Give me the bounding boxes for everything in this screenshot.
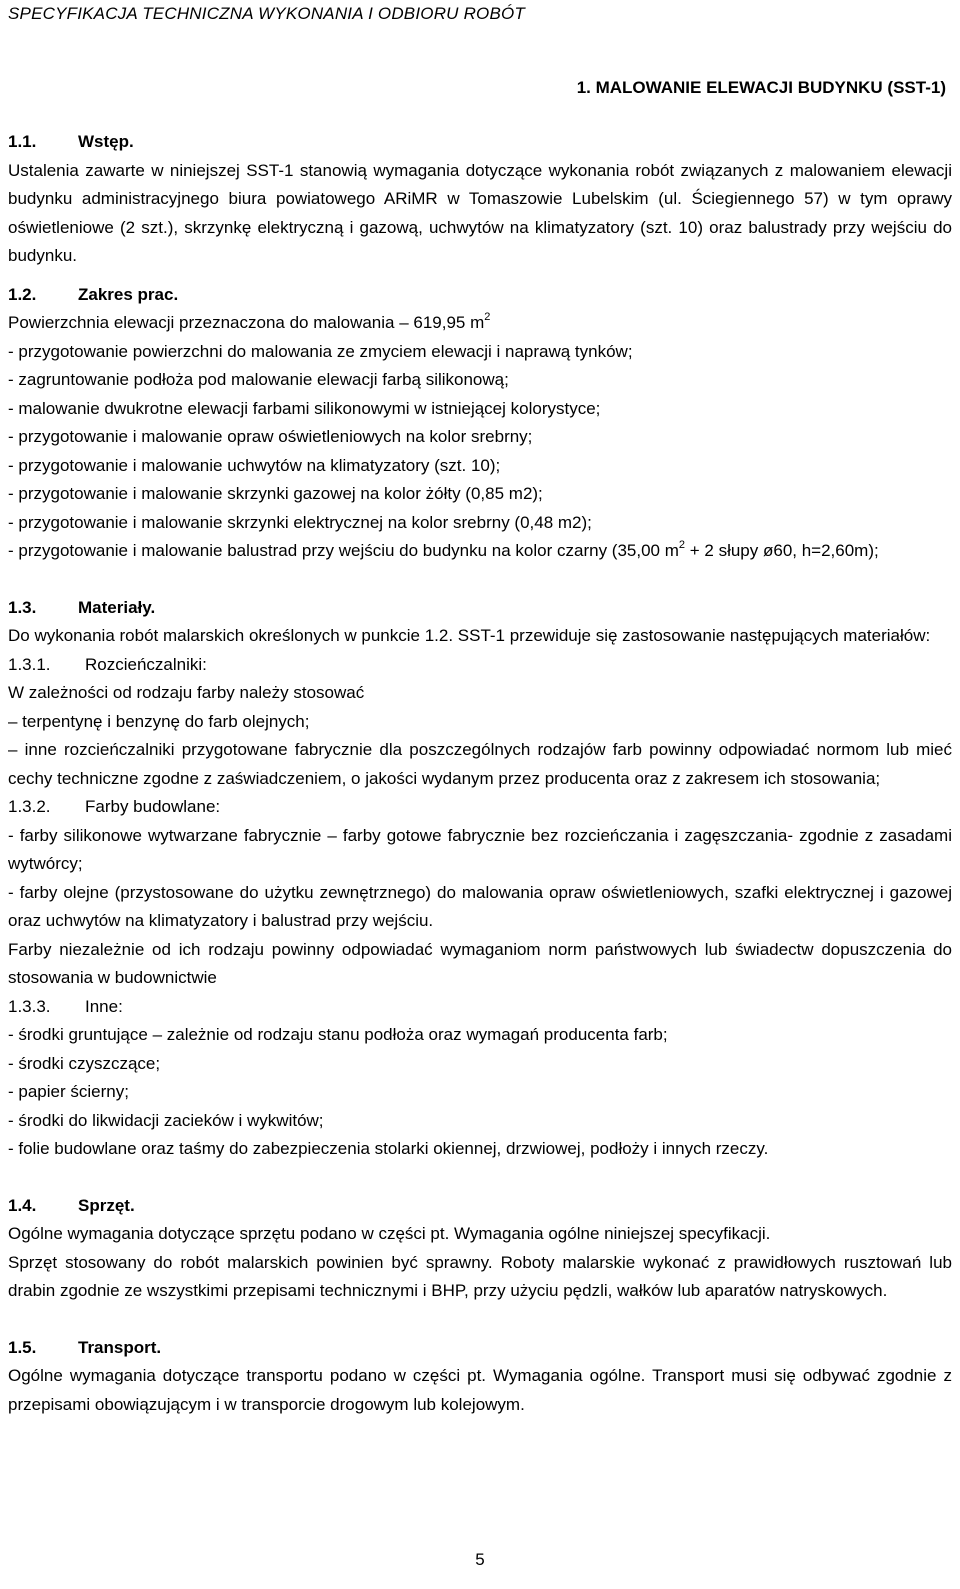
running-header: SPECYFIKACJA TECHNICZNA WYKONANIA I ODBIORU ROBÓT bbox=[8, 4, 526, 23]
paragraph: Farby niezależnie od ich rodzaju powinny odpowiadać wymaganiom norm państwowych lub świadectw dopuszczenia do stosowania w budownictwie bbox=[8, 939, 952, 987]
list-item: - przygotowanie i malowanie opraw oświetleniowych na kolor srebrny; bbox=[8, 427, 533, 446]
list-item: - malowanie dwukrotne elewacji farbami silikonowymi w istniejącej kolorystyce; bbox=[8, 398, 601, 418]
section-heading-1-4: 1.4. Sprzęt. bbox=[8, 1195, 135, 1215]
section-heading-1-2: 1.2. Zakres prac. bbox=[8, 284, 179, 304]
list-item: - środki gruntujące – zależnie od rodzaju stanu podłoża oraz wymagań producenta farb; bbox=[8, 1025, 668, 1044]
paragraph: Ogólne wymagania dotyczące sprzętu podano w części pt. Wymagania ogólne niniejszej specyfikacji. bbox=[8, 1224, 771, 1243]
paragraph: W zależności od rodzaju farby należy stosować bbox=[8, 683, 365, 702]
page-number: 5 bbox=[475, 1550, 485, 1569]
section-1-3-intro: Do wykonania robót malarskich określonych w punkcie 1.2. SST-1 przewiduje się zastosowanie następujących materiałów: bbox=[8, 626, 931, 645]
list-item: - przygotowanie i malowanie skrzynki gazowej na kolor żółty (0,85 m2); bbox=[8, 484, 543, 503]
section-1-1-body: Ustalenia zawarte w niniejszej SST-1 stanowią wymagania dotyczące wykonania robót związanych z malowaniem elewacji budynku administracyjnego biura powiatowego ARiMR w Tomaszowie Lubelskim (ul. Ściegiennego 57) w tym oprawy oświetleniowe (2 szt.), skrzynkę elektryczną i gazową, uchwytów na klimatyzatory (szt. 10) oraz balustrady przy wejściu do budynku. bbox=[8, 160, 952, 265]
subsection-heading-1-3-1: 1.3.1. Rozcieńczalniki: bbox=[8, 654, 207, 674]
section-heading-1-3: 1.3. Materiały. bbox=[8, 597, 156, 617]
list-item: - folie budowlane oraz taśmy do zabezpieczenia stolarki okiennej, drzwiowej, podłoży i innych rzeczy. bbox=[8, 1139, 769, 1158]
list-item: - środki do likwidacji zacieków i wykwitów; bbox=[8, 1110, 324, 1130]
list-item: - środki czyszczące; bbox=[8, 1053, 161, 1073]
subsection-heading-1-3-3: 1.3.3. Inne: bbox=[8, 996, 123, 1016]
list-item: - zagruntowanie podłoża pod malowanie elewacji farbą silikonową; bbox=[8, 370, 509, 389]
list-item: - przygotowanie i malowanie skrzynki elektrycznej na kolor srebrny (0,48 m2); bbox=[8, 512, 592, 532]
area-paragraph: Powierzchnia elewacji przeznaczona do malowania – 619,95 $m^2$ bbox=[8, 311, 491, 332]
section-heading-1-1: 1.1. Wstęp. bbox=[8, 132, 134, 151]
list-item: – inne rozcieńczalniki przygotowane fabrycznie dla poszczególnych rodzajów farb powinny odpowiadać normom lub mieć cechy techniczne zgodne z zaświadczeniem, o jakości wydanym przez producenta oraz z zakresem ich stosowania; bbox=[8, 740, 952, 788]
list-item: - przygotowanie powierzchni do malowania ze zmyciem elewacji i naprawą tynków; bbox=[8, 341, 633, 361]
document-body bbox=[8, 128, 952, 1419]
list-item: - papier ścierny; bbox=[8, 1082, 129, 1101]
section-heading-1-5: 1.5. Transport. bbox=[8, 1337, 162, 1357]
subsection-heading-1-3-2: 1.3.2. Farby budowlane: bbox=[8, 797, 221, 816]
list-item: - farby silikonowe wytwarzane fabrycznie – farby gotowe fabrycznie bez rozcieńczania i zagęszczania- zgodnie z zasadami wytwórcy; bbox=[8, 825, 952, 873]
list-item: – terpentynę i benzynę do farb olejnych; bbox=[8, 711, 310, 731]
paragraph: Sprzęt stosowany do robót malarskich powinien być sprawny. Roboty malarskie wykonać z prawidłowych rusztowań lub drabin zgodnie ze wszystkimi przepisami technicznymi i BHP, przy użyciu pędzli, wałków lub aparatów natryskowych. bbox=[8, 1252, 952, 1300]
document-title: 1. MALOWANIE ELEWACJI BUDYNKU (SST-1) bbox=[576, 78, 946, 97]
list-item: - przygotowanie i malowanie balustrad przy wejściu do budynku na kolor czarny (35,00 $m^2 + 2$ słupy ø60, h=2,60m); bbox=[8, 539, 879, 560]
paragraph: Ogólne wymagania dotyczące transportu podano w części pt. Wymagania ogólne. Transport musi się odbywać zgodnie z przepisami obowiązującym i w transporcie drogowym lub kolejowym. bbox=[8, 1366, 952, 1414]
list-item: - farby olejne (przystosowane do użytku zewnętrznego) do malowania opraw oświetleniowych, szafki elektrycznej i gazowej oraz uchwytów na klimatyzatory i balustrad przy wejściu. bbox=[8, 882, 952, 930]
list-item: - przygotowanie i malowanie uchwytów na klimatyzatory (szt. 10); bbox=[8, 455, 501, 475]
